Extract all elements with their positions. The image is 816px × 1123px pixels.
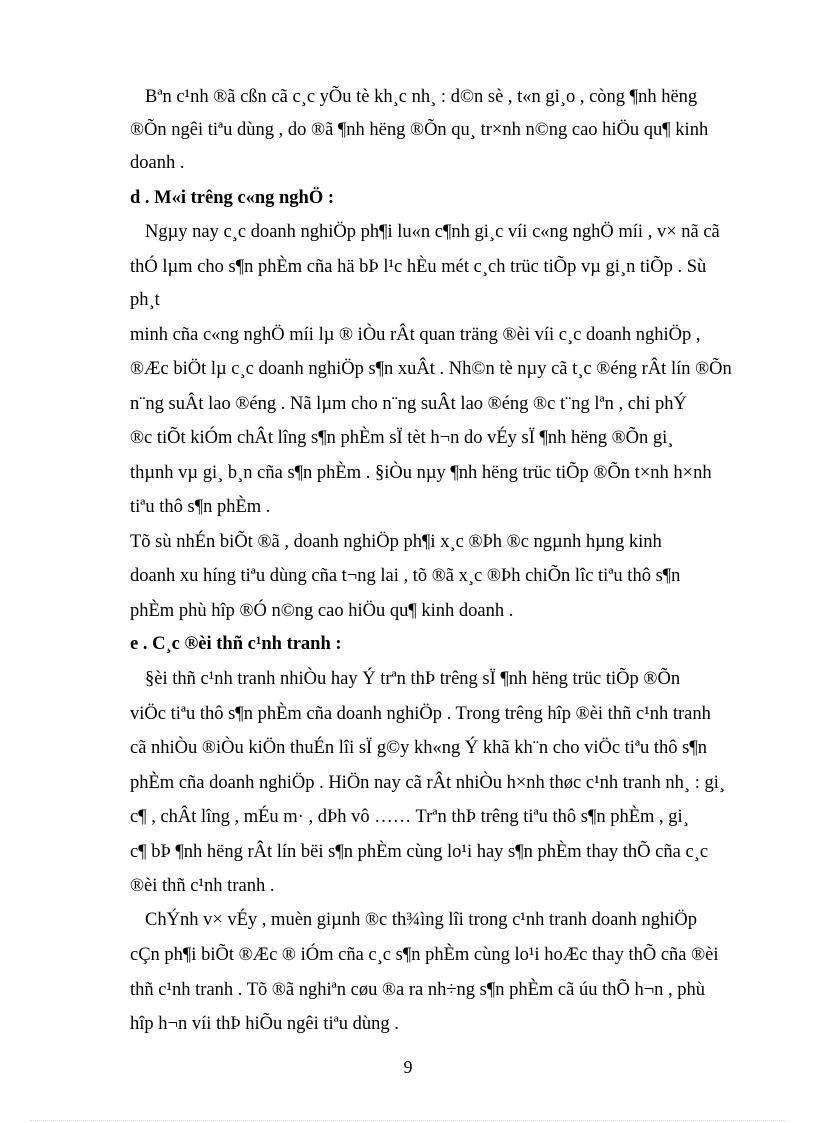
body-text-line: Bªn c¹nh ®ã cßn cã c¸c yÕu tè kh¸c nh¸ : d©n sè , t«n gi¸o , còng ¶nh hëng (145, 87, 698, 107)
body-text-line: cÇn ph¶i biÕt ®Æc ® iÓm cña c¸c s¶n phÈm cùng lo¹i hoÆc thay thÕ cña ®èi (130, 945, 719, 965)
body-text-line: ®èi thñ c¹nh tranh . (130, 876, 275, 896)
body-text-line: viÖc tiªu thô s¶n phÈm cña doanh nghiÖp . Trong trêng hîp ®èi thñ c¹nh tranh (130, 704, 711, 724)
body-text-line: minh cña c«ng nghÖ míi lµ ® iÒu rÂt quan träng ®èi víi c¸c doanh nghiÖp , (130, 325, 701, 345)
body-text-line: §èi thñ c¹nh tranh nhiÒu hay Ý trªn thÞ trêng sÏ ¶nh hëng trüc tiÕp ®Õn (145, 669, 681, 689)
body-text-line: ®Õn ngêi tiªu dùng , do ®ã ¶nh hëng ®Õn qu¸ tr×nh n©ng cao hiÖu qu¶ kinh (130, 120, 709, 140)
body-text-line: ®Æc biÖt lµ c¸c doanh nghiÖp s¶n xuÂt . Nh©n tè nµy cã t¸c ®éng rÂt lín ®Õn (130, 359, 732, 379)
body-text-line: thÓ lµm cho s¶n phÈm cña hä bÞ l¹c hÈu mét c¸ch trüc tiÕp vµ gi¸n tiÕp . Sù (130, 257, 707, 277)
body-text-line: hîp h¬n víi thÞ hiÕu ngêi tiªu dùng . (130, 1014, 399, 1034)
body-text-line: Ngµy nay c¸c doanh nghiÖp ph¶i lu«n c¶nh gi¸c víi c«ng nghÖ míi , v× nã cã (145, 222, 720, 242)
section-heading-d: d . M«i trêng c«ng nghÖ : (130, 188, 335, 208)
body-text-line: doanh . (130, 153, 185, 173)
body-text-line: thñ c¹nh tranh . Tõ ®ã nghiªn cøu ®a ra nh÷ng s¶n phÈm cã úu thÕ h¬n , phù (130, 980, 706, 1000)
section-heading-e: e . C¸c ®èi thñ c¹nh tranh : (130, 634, 342, 654)
body-text-line: ChÝnh v× vÉy , muèn giµnh ®c th¾ìng lîi trong c¹nh tranh doanh nghiÖp (145, 910, 697, 930)
body-text-line: n¨ng suÂt lao ®éng . Nã lµm cho n¨ng suÂt lao ®éng ®c t¨ng lªn , chi phÝ (130, 394, 687, 414)
page-bottom-divider (30, 1120, 786, 1121)
page-number: 9 (403, 1057, 413, 1077)
body-text-line: tiªu thô s¶n phÈm . (130, 497, 271, 517)
body-text-line: doanh xu híng tiªu dùng cña t¬ng lai , tõ ®ã x¸c ®Þh chiÕn lîc tiªu thô s¶n (130, 566, 681, 586)
body-text-line: Tõ sù nhÉn biÕt ®ã , doanh nghiÖp ph¶i x¸c ®Þh ®c ngµnh hµng kinh (130, 532, 662, 552)
body-text-line: phÈm phù hîp ®Ó n©ng cao hiÖu qu¶ kinh doanh . (130, 601, 514, 621)
body-text-line: ph¸t (130, 290, 160, 310)
body-text-line: thµnh vµ gi¸ b¸n cña s¶n phÈm . §iÒu nµy ¶nh hëng trüc tiÕp ®Õn t×nh h×nh (130, 463, 712, 483)
body-text-line: phÈm cña doanh nghiÖp . HiÖn nay cã rÂt nhiÒu h×nh thøc c¹nh tranh nh¸ : gi¸ (130, 773, 726, 793)
body-text-line: c¶ bÞ ¶nh hëng rÂt lín bëi s¶n phÈm cùng lo¹i hay s¶n phÈm thay thÕ cña c¸c (130, 842, 709, 862)
body-text-line: ®c tiÕt kiÓm chÂt lîng s¶n phÈm sÏ tèt h¬n do vÉy sÏ ¶nh hëng ®Õn gi¸ (130, 428, 674, 448)
body-text-line: c¶ , chÂt lîng , mÉu m· , dÞh vô …… Trªn thÞ trêng tiªu thô s¶n phÈm , gi¸ (130, 807, 689, 827)
body-text-line: cã nhiÒu ®iÒu kiÖn thuÉn lîi sÏ g©y kh«ng Ý khã kh¨n cho viÖc tiªu thô s¶n (130, 738, 708, 758)
